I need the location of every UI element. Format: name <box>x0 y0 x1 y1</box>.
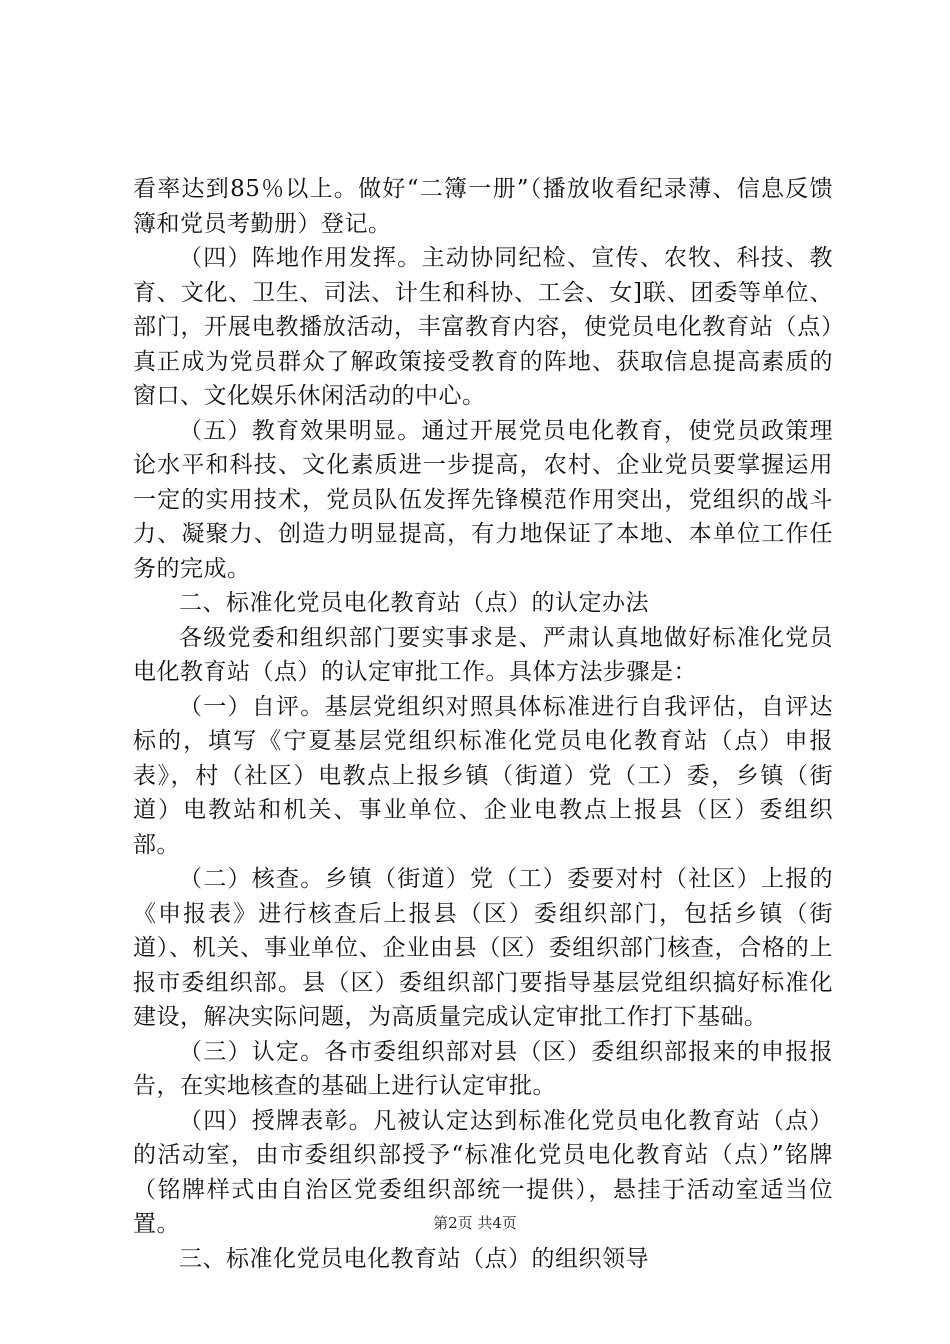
paragraph-self-evaluation: （一）自评。基层党组织对照具体标准进行自我评估，自评达标的，填写《宁夏基层党组织标准化党员电化教育站（点）申报表》，村（社区）电教点上报乡镇（街道）党（工）委，乡镇（街道）电教站和机关、事业单位、企业电教点上报县（区）委组织部。 <box>133 693 833 858</box>
section-heading-2: 二、标准化党员电化教育站（点）的认定办法 <box>179 590 649 616</box>
document-body <box>133 172 833 1276</box>
page-footer: 第2页 共4页 <box>433 1214 517 1232</box>
paragraph-position-role: （四）阵地作用发挥。主动协同纪检、宣传、农牧、科技、教育、文化、卫生、司法、计生和科协、工会、女]联、团委等单位、部门，开展电教播放活动，丰富教育内容，使党员电化教育站（点）真正成为党员群众了解政策接受教育的阵地、获取信息提高素质的窗口、文化娱乐休闲活动的中心。 <box>133 245 833 409</box>
paragraph-award: （四）授牌表彰。凡被认定达到标准化党员电化教育站（点）的活动室，由市委组织部授予“标准化党员电化教育站（点）”铭牌（铭牌样式由自治区党委组织部统一提供），悬挂于活动室适当位置。 <box>133 1107 833 1237</box>
section-heading-3: 三、标准化党员电化教育站（点）的组织领导 <box>179 1245 649 1272</box>
paragraph-verification: （二）核查。乡镇（街道）党（工）委要对村（社区）上报的《申报表》进行核查后上报县（区）委组织部门，包括乡镇（街道）、机关、事业单位、企业由县（区）委组织部门核查，合格的上报市委组织部。县（区）委组织部门要指导基层党组织搞好标准化建设，解决实际问题，为高质量完成认定审批工作打下基础。 <box>133 866 833 1030</box>
paragraph-certification: （三）认定。各市委组织部对县（区）委组织部报来的申报报告，在实地核查的基础上进行认定审批。 <box>133 1038 833 1099</box>
paragraph-education-effect: （五）教育效果明显。通过开展党员电化教育，使党员政策理论水平和科技、文化素质进一步提高，农村、企业党员要掌握运用一定的实用技术，党员队伍发挥先锋模范作用突出，党组织的战斗力、凝聚力、创造力明显提高，有力地保证了本地、本单位工作任务的完成。 <box>133 417 833 582</box>
paragraph-viewing-rate: 看率达到85％以上。做好“二簿一册”（播放收看纪录薄、信息反馈簿和党员考勤册）登记。 <box>133 176 833 237</box>
paragraph-intro-steps: 各级党委和组织部门要实事求是、严肃认真地做好标准化党员电化教育站（点）的认定审批工作。具体方法步骤是： <box>133 624 833 685</box>
